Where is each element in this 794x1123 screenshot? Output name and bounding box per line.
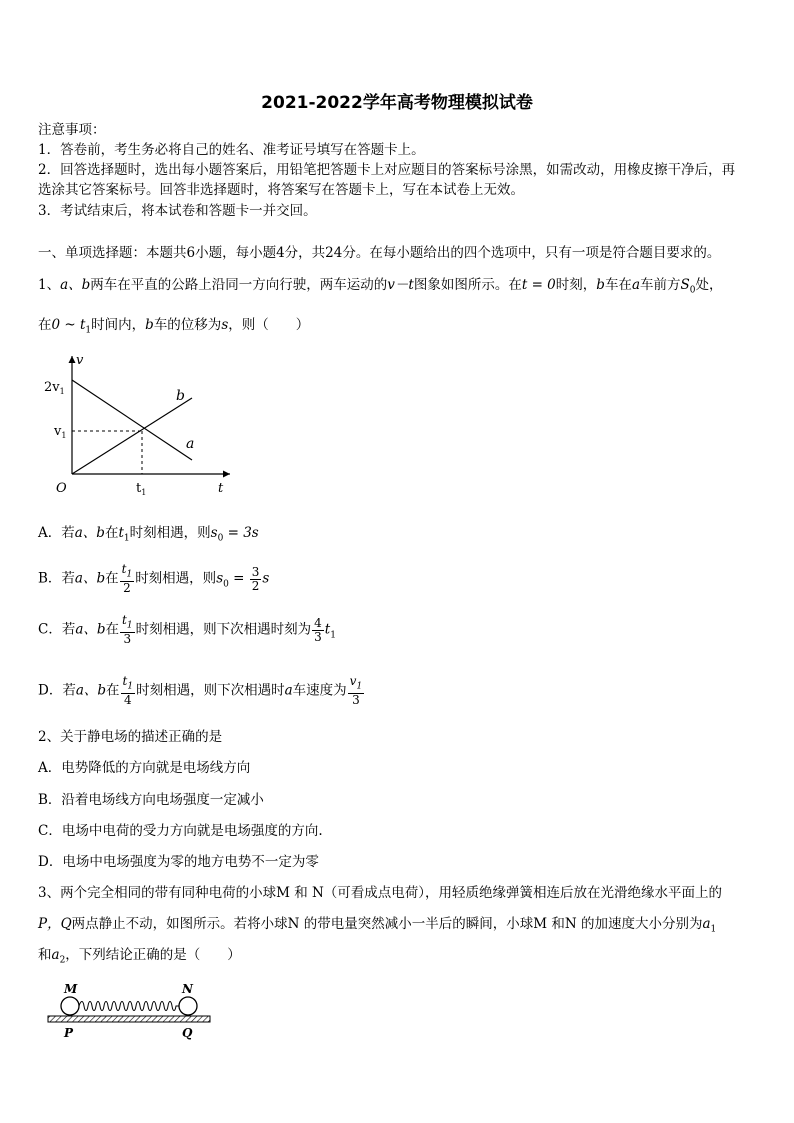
t-axis-label: t [218,481,224,496]
ball-m [61,997,79,1015]
notice-heading: 注意事项： [38,122,106,138]
q2-option-c: C．电场中电荷的受力方向就是电场强度的方向. [38,823,323,839]
q2-stem: 2、关于静电场的描述正确的是 [38,729,223,745]
q1-stem-line2: 在0 ~ $t_1$时间内，b车的位移为s，则（ ） [38,317,310,336]
notice-item-1: 1．答卷前，考生务必将自己的姓名、准考证号填写在答题卡上。 [38,142,425,158]
q3-stem-line1: 3、两个完全相同的带有同种电荷的小球M 和 N（可看成点电荷），用轻质绝缘弹簧相连后放在光滑绝缘水平面上的 [38,885,723,901]
page-title: 2021-2022学年高考物理模拟试卷 [261,93,533,113]
line-a [72,380,195,460]
label-p: P [64,1026,74,1040]
q1-option-c: C．若a、b在 $\frac{t_1}{3}$ 时刻相遇，则下次相遇时刻为 $\frac{4}{3}$ $t_1$ [38,613,336,647]
v-axis-label: v [76,353,84,368]
label-m: M [64,982,78,996]
q1-stem-line1: 1、a、b两车在平直的公路上沿同一方向行驶，两车运动的v－t图象如图所示。在t = 0时刻，b车在a车前方$S_0$处， [38,277,723,296]
section-heading: 一、单项选择题：本题共6小题，每小题4分，共24分。在每小题给出的四个选项中，只有一项是符合题目要求的。 [38,245,721,261]
notice-item-3: 3．考试结束后，将本试卷和答题卡一并交回。 [38,203,317,219]
label-2v1: $2v_1$ [44,380,65,396]
q2-option-a: A．电势降低的方向就是电场线方向 [38,760,251,776]
q2-option-b: B．沿着电场线方向电场强度一定减小 [38,792,264,808]
ball-n [179,997,197,1015]
q1-option-a: A．若a、b在$t_1$时刻相遇，则$s_0 = 3s$ [38,525,259,544]
origin-label: O [56,481,67,496]
label-t1: $t_1$ [136,481,147,497]
notice-item-2-cont: 选涂其它答案标号。回答非选择题时，将答案写在答题卡上，写在本试卷上无效。 [38,182,524,198]
q3-spring-figure [44,982,214,1042]
q1-vt-graph [40,350,240,500]
notice-item-2: 2．回答选择题时，选出每小题答案后，用铅笔把答题卡上对应题目的答案标号涂黑，如需改动，用橡皮擦干净后，再 [38,162,736,178]
q3-stem-line3: 和$a_2$，下列结论正确的是（ ） [38,947,241,966]
q3-stem-line2: P，Q两点静止不动，如图所示。若将小球N 的带电量突然减小一半后的瞬间，小球M 和N 的加速度大小分别为$a_1$ [38,916,717,935]
label-n: N [182,982,193,996]
label-q: Q [182,1026,193,1040]
ground-surface [48,1016,210,1022]
label-v1: $v_1$ [54,424,67,440]
q2-option-d: D．电场中电场强度为零的地方电势不一定为零 [38,854,319,870]
line-a-label: a [186,436,195,452]
spring [79,1002,179,1011]
q1-option-b: B．若a、b在 $\frac{t_1}{2}$ 时刻相遇，则$s_0$ = $\frac{3}{2}$ s [38,562,270,596]
line-b [72,398,195,474]
q1-option-d: D．若a、b在 $\frac{t_1}{4}$ 时刻相遇，则下次相遇时a车速度为 $\frac{v_1}{3}$ [38,674,363,708]
line-b-label: b [176,388,185,404]
